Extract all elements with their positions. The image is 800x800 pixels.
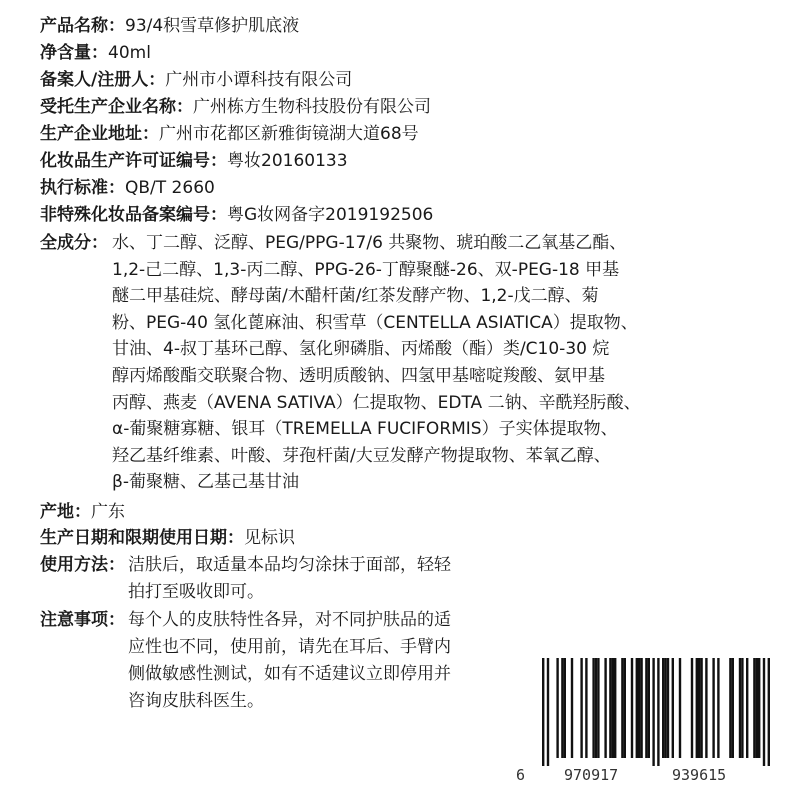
barcode-bar xyxy=(604,658,606,758)
field-row xyxy=(40,13,299,40)
field-row xyxy=(40,148,348,175)
ingredients-line: 1,2-己二醇、1,3-丙二醇、PPG-26-丁醇聚醚-26、双-PEG-18 甲基 xyxy=(112,259,620,280)
barcode-bar xyxy=(768,658,770,766)
barcode-bar xyxy=(556,658,558,758)
field-row xyxy=(40,94,431,121)
barcode-bar xyxy=(561,658,563,758)
barcode-bar xyxy=(741,658,743,758)
field-row xyxy=(40,40,151,67)
field-value: 广州市小谭科技有限公司 xyxy=(165,70,353,90)
field-value: QB/T 2660 xyxy=(125,178,215,198)
barcode-graphic xyxy=(512,658,774,790)
barcode-right-digits: 939615 xyxy=(672,766,727,784)
barcode-bar xyxy=(547,658,549,766)
field-value: 粤G妆网备字2019192506 xyxy=(227,205,434,225)
field-row xyxy=(40,175,215,202)
barcode-bar xyxy=(597,658,599,758)
barcode-bar xyxy=(756,658,758,758)
ingredients-line: 丙醇、燕麦（AVENA SATIVA）仁提取物、EDTA 二钠、辛酰羟肟酸、 xyxy=(112,392,641,413)
barcode-bar xyxy=(636,658,638,758)
barcode-bar xyxy=(679,658,681,758)
text-line: 每个人的皮肤特性各异，对不同护肤品的适 xyxy=(128,610,451,630)
field-label: 非特殊化妆品备案编号： xyxy=(40,205,227,225)
ingredients-line: 粉、PEG-40 氢化蓖麻油、积雪草（CENTELLA ASIATICA）提取物、 xyxy=(112,312,638,333)
barcode-bar xyxy=(691,658,693,758)
barcode-bar xyxy=(542,658,544,766)
barcode-left-digits: 970917 xyxy=(564,766,619,784)
field-value: 93/4积雪草修护肌底液 xyxy=(125,16,300,36)
ingredients-label: 全成分： xyxy=(40,233,108,253)
field-value: 粤妆20160133 xyxy=(227,151,348,171)
ingredients-line: 羟乙基纤维素、叶酸、芽孢杆菌/大豆发酵产物提取物、苯氧乙醇、 xyxy=(112,445,611,466)
barcode-bar xyxy=(614,658,616,758)
barcode-bar xyxy=(657,658,659,766)
field-value: 广州栋方生物科技股份有限公司 xyxy=(193,97,431,117)
field-label: 产品名称： xyxy=(40,16,125,36)
barcode-bar xyxy=(648,658,650,758)
field-row xyxy=(40,67,352,94)
field-label: 净含量： xyxy=(40,43,108,63)
field-label: 生产企业地址： xyxy=(40,124,159,144)
text-line: 咨询皮肤科医生。 xyxy=(128,691,264,711)
barcode-bar xyxy=(585,658,587,758)
barcode-bar xyxy=(645,658,647,758)
barcode-bar xyxy=(592,658,594,758)
ingredients-line: 醇丙烯酸酯交联聚合物、透明质酸钠、四氢甲基嘧啶羧酸、氨甲基 xyxy=(112,366,605,386)
barcode-bar xyxy=(609,658,611,758)
barcode-lead-digit: 6 xyxy=(516,766,526,784)
barcode-bar xyxy=(705,658,707,758)
barcode-bar xyxy=(638,658,640,758)
ingredients-line: 醚二甲基硅烷、酵母菌/木醋杆菌/红茶发酵产物、1,2-戊二醇、菊 xyxy=(112,286,599,307)
barcode-bar xyxy=(696,658,698,758)
barcode-bar xyxy=(746,658,748,758)
field-label: 执行标准： xyxy=(40,178,125,198)
ingredients-line: β-葡聚糖、乙基己基甘油 xyxy=(112,472,299,493)
origin-row xyxy=(40,499,125,526)
caution-label: 注意事项： xyxy=(40,610,125,630)
barcode-bar xyxy=(662,658,664,758)
barcode xyxy=(512,658,774,790)
field-value: 40ml xyxy=(108,43,151,63)
text-line: 洁肤后，取适量本品均匀涂抹于面部，轻轻 xyxy=(128,555,451,575)
origin-label: 产地： xyxy=(40,502,91,522)
field-row xyxy=(40,202,433,229)
expiry-label: 生产日期和限期使用日期： xyxy=(40,528,244,548)
barcode-bar xyxy=(717,658,719,758)
usage-label: 使用方法： xyxy=(40,555,125,575)
expiry-row xyxy=(40,525,295,552)
barcode-bar xyxy=(667,658,669,758)
text-line: 应性也不同，使用前，请先在耳后、手臂内 xyxy=(128,637,451,657)
barcode-bar xyxy=(664,658,666,758)
ingredients-line: 甘油、4-叔丁基环己醇、氢化卵磷脂、丙烯酸（酯）类/C10-30 烷 xyxy=(112,339,610,360)
ingredients-line: α-葡聚糖寡糖、银耳（TREMELLA FUCIFORMIS）子实体提取物、 xyxy=(112,419,618,440)
field-label: 备案人/注册人： xyxy=(40,70,166,90)
barcode-bar xyxy=(698,658,700,758)
barcode-bar xyxy=(612,658,614,758)
barcode-bar xyxy=(631,658,633,758)
field-label: 化妆品生产许可证编号： xyxy=(40,151,227,171)
barcode-bar xyxy=(672,658,674,758)
origin-value: 广东 xyxy=(91,502,125,522)
barcode-bar xyxy=(712,658,714,758)
barcode-bar xyxy=(758,658,760,758)
field-value: 广州市花都区新雅街镜湖大道68号 xyxy=(159,124,419,144)
barcode-bar xyxy=(621,658,623,758)
text-line: 拍打至吸收即可。 xyxy=(128,582,264,602)
field-label: 受托生产企业名称： xyxy=(40,97,193,117)
barcode-bar xyxy=(624,658,626,758)
barcode-bar xyxy=(729,658,731,758)
barcode-bar xyxy=(640,658,642,758)
barcode-bar xyxy=(652,658,654,766)
barcode-bar xyxy=(595,658,597,758)
barcode-bar xyxy=(732,658,734,758)
barcode-bar xyxy=(739,658,741,758)
barcode-bar xyxy=(700,658,702,758)
ingredients-line: 水、丁二醇、泛醇、PEG/PPG-17/6 共聚物、琥珀酸二乙氧基乙酯、 xyxy=(112,233,627,253)
barcode-bar xyxy=(571,658,573,758)
text-line: 侧做敏感性测试，如有不适建议立即停用并 xyxy=(128,664,451,684)
barcode-bar xyxy=(564,658,566,758)
barcode-bar xyxy=(763,658,765,766)
barcode-bar xyxy=(580,658,582,758)
field-row xyxy=(40,121,419,148)
expiry-value: 见标识 xyxy=(244,528,295,548)
barcode-bar xyxy=(753,658,755,758)
